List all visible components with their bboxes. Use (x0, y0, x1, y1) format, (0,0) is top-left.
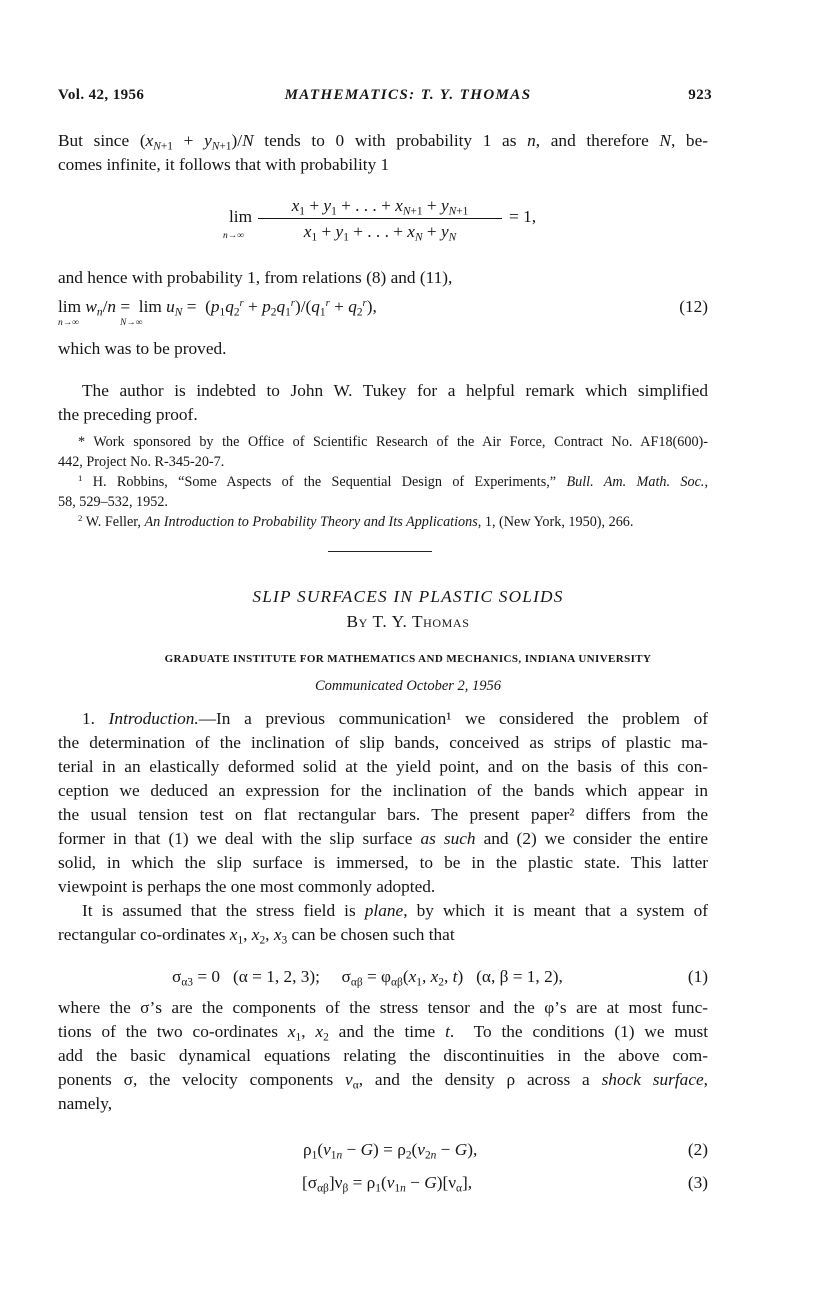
equation-number: (12) (679, 297, 708, 316)
header-volume: Vol. 42, 1956 (58, 87, 145, 103)
article-title: SLIP SURFACES IN PLASTIC SOLIDS (252, 587, 564, 606)
footnote: 442, Project No. R-345-20-7. (58, 454, 225, 470)
intro-line: terial in an elastically deformed solid at the yield point, and on the basis of this con- (58, 757, 708, 776)
intro-line: 1. Introduction.—In a previous communication¹ we considered the problem of (82, 709, 708, 728)
fraction-numerator: $x_1 + y_1$ + . . . + $x_{N+1} + y_{N+1}$ (291, 196, 469, 218)
intro-line: solid, in which the slip surface is immersed, to be in the plastic state. This latter (58, 853, 708, 872)
equation-number: (3) (687, 1173, 708, 1192)
fraction-denominator: $x_1 + y_1$ + . . . + $x_N + y_N$ (303, 222, 457, 244)
intro-line: viewpoint is perhaps the one most commonly adopted. (58, 877, 436, 896)
paragraph-line: ponents σ, the velocity components $v_\alpha$, and the density ρ across a shock surface, (58, 1070, 708, 1092)
equation-rhs: = 1, (509, 207, 537, 226)
fraction-bar (258, 218, 502, 219)
article-byline: By T. Y. Thomas (346, 612, 470, 631)
paragraph-line: It is assumed that the stress field is plane, by which it is meant that a system of (82, 901, 708, 920)
equation-2: $\rho_1(v_{1n} - G) = \rho_2(v_{2n} - G)$, (303, 1140, 478, 1162)
lim-subscript: n→∞ (223, 231, 245, 241)
equation-1: $\sigma_{\alpha 3} = 0$ (α = 1, 2, 3); $\sigma_{\alpha\beta} = \varphi_{\alpha\beta}(x_1$, $x_2$, t) (α, β = 1, 2), (172, 967, 563, 989)
footnote: * Work sponsored by the Office of Scientific Research of the Air Force, Contract No. AF18(600)- (78, 434, 708, 450)
equation-number: (2) (687, 1140, 708, 1159)
footnote: $^1$ H. Robbins, “Some Aspects of the Sequential Design of Experiments,” Bull. Am. Math. Soc., (78, 473, 709, 490)
acknowledgement-line: the preceding proof. (58, 405, 198, 424)
intro-line: ception we deduced an expression for the inclination of the bands which appear in (58, 781, 708, 800)
equation-number: (1) (687, 967, 708, 986)
footnote: 58, 529–532, 1952. (58, 494, 168, 510)
paragraph-line: add the basic dynamical equations relating the discontinuities in the above com- (58, 1046, 708, 1065)
intro-line: former in that (1) we deal with the slip surface as such and (2) we consider the entire (58, 829, 708, 848)
communicated-date: Communicated October 2, 1956 (314, 678, 502, 694)
section-divider (328, 551, 432, 552)
paragraph-line: But since $(x_{N+1} + y_{N+1})/N$ tends to 0 with probability 1 as n, and therefore N, be- (58, 131, 708, 153)
footnote: $^2$ W. Feller, An Introduction to Probability Theory and Its Applications, 1, (New York, 1950), 266. (78, 513, 634, 530)
paragraph-line: which was to be proved. (58, 339, 227, 358)
intro-line: the determination of the inclination of slip bands, conceived as strips of plastic ma- (58, 733, 708, 752)
article-affiliation: GRADUATE INSTITUTE FOR MATHEMATICS AND MECHANICS, INDIANA UNIVERSITY (164, 653, 652, 665)
lim-subscript: N→∞ (120, 318, 143, 328)
acknowledgement-line: The author is indebted to John W. Tukey for a helpful remark which simplified (82, 381, 708, 400)
lim-subscript: n→∞ (58, 318, 80, 328)
equation-3: $[\sigma_{\alpha\beta}]\nu_\beta = \rho_1(v_{1n} - G)[\nu_\alpha]$, (302, 1173, 473, 1195)
header-page-number: 923 (688, 87, 712, 103)
paragraph-line: tions of the two co-ordinates $x_1$, $x_2$ and the time t. To the conditions (1) we must (58, 1022, 709, 1044)
paragraph-line: rectangular co-ordinates $x_1$, $x_2$, $x_3$ can be chosen such that (58, 925, 455, 947)
intro-line: the usual tension test on flat rectangular bars. The present paper² differs from the (58, 805, 708, 824)
equation-12: $\lim w_n/n = \lim u_N = (p_1q_2^r + p_2q_1^r)/(q_1^r + q_2^r)$, (58, 297, 377, 319)
paragraph-line: comes infinite, it follows that with probability 1 (58, 155, 390, 174)
header-running-title: MATHEMATICS: T. Y. THOMAS (284, 87, 532, 103)
paragraph-line: and hence with probability 1, from relations (8) and (11), (58, 268, 453, 287)
lim-operator: lim (229, 207, 253, 226)
paragraph-line: where the σ’s are the components of the stress tensor and the φ’s are at most func- (58, 998, 708, 1017)
paragraph-line: namely, (58, 1094, 113, 1113)
